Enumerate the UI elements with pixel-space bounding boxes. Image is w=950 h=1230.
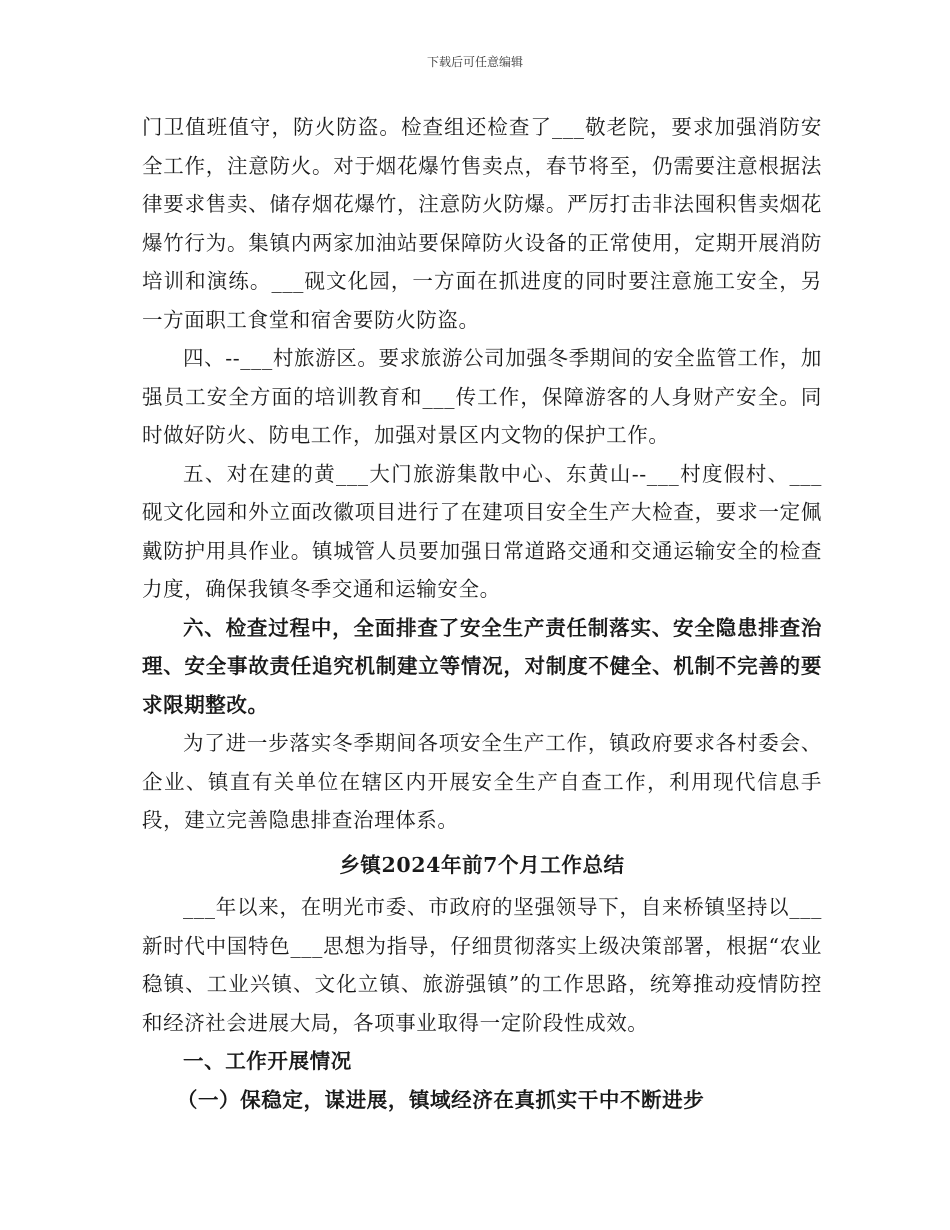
page-header: 下载后可任意编辑 xyxy=(426,55,523,69)
paragraph-5: 为了进一步落实冬季期间各项安全生产工作，镇政府要求各村委会、企业、镇直有关单位在辖区内开展安全生产自查工作，利用现代信息手段，建立完善隐患排查治理体系。 xyxy=(142,731,822,832)
paragraph-3: 五、对在建的黄___大门旅游集散中心、东黄山--___村度假村、___砚文化园和外立面改徽项目进行了在建项目安全生产大检查，要求一定佩戴防护用具作业。镇城管人员要加强日常道路交通和交通运输安全的检查力度，确保我镇冬季交通和运输安全。 xyxy=(142,461,822,601)
section-title: 乡镇2024年前7个月工作总结 xyxy=(339,852,625,877)
document-body xyxy=(142,108,822,1119)
paragraph-4: 六、检查过程中，全面排查了安全生产责任制落实、安全隐患排查治理、安全事故责任追究机制建立等情况，对制度不健全、机制不完善的要求限期整改。 xyxy=(142,615,822,717)
paragraph-6: ___年以来，在明光市委、市政府的坚强领导下，自来桥镇坚持以___新时代中国特色___思想为指导，仔细贯彻落实上级决策部署，根据“农业稳镇、工业兴镇、文化立镇、旅游强镇”的工作思路，统筹推动疫情防控和经济社会进展大局，各项事业取得一定阶段性成效。 xyxy=(142,895,822,1035)
paragraph-1: 门卫值班值守，防火防盗。检查组还检查了___敬老院，要求加强消防安全工作，注意防火。对于烟花爆竹售卖点，春节将至，仍需要注意根据法律要求售卖、储存烟花爆竹，注意防火防爆。严厉打击非法囤积售卖烟花爆竹行为。集镇内两家加油站要保障防火设备的正常使用，定期开展消防培训和演练。___砚文化园，一方面在抓进度的同时要注意施工安全，另一方面职工食堂和宿舍要防火防盗。 xyxy=(142,115,822,332)
heading-level-1: 一、工作开展情况 xyxy=(183,1049,352,1073)
paragraph-2: 四、--___村旅游区。要求旅游公司加强冬季期间的安全监管工作，加强员工安全方面的培训教育和___传工作，保障游客的人身财产安全。同时做好防火、防电工作，加强对景区内文物的保护工作。 xyxy=(142,346,822,447)
heading-level-2: （一）保稳定，谋进展，镇域经济在真抓实干中不断进步 xyxy=(176,1087,705,1112)
